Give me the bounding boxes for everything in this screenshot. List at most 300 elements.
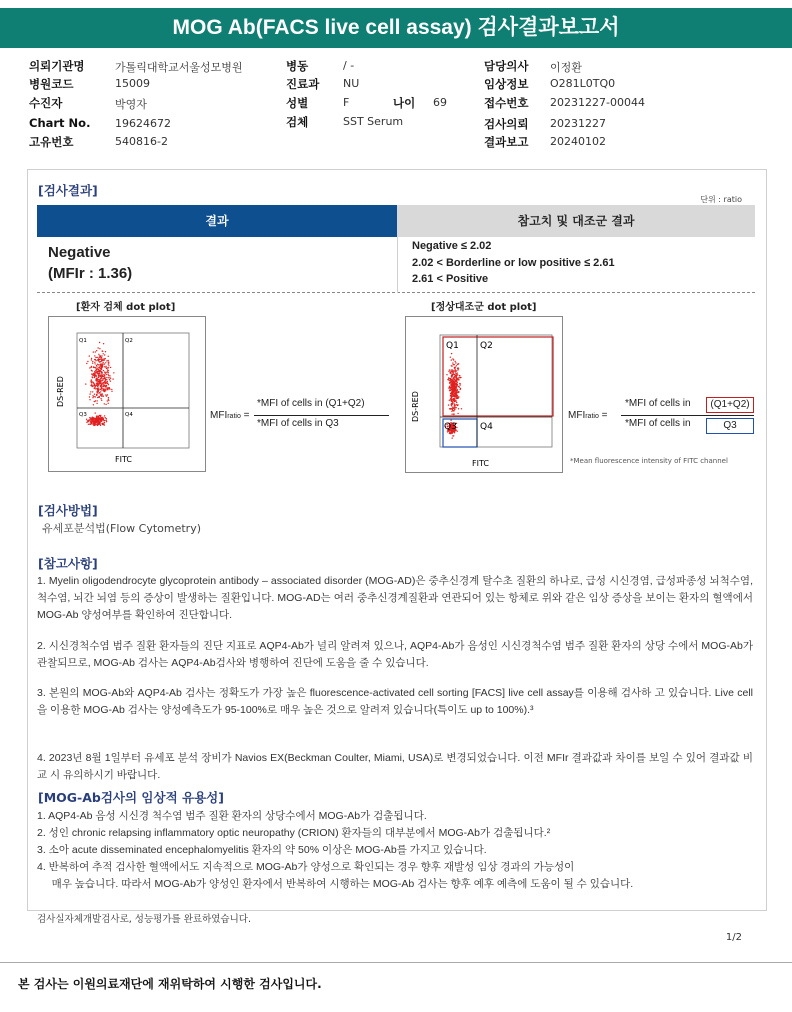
- dot: [96, 368, 97, 369]
- dot: [102, 424, 103, 425]
- dot: [101, 380, 102, 381]
- dot: [106, 418, 107, 419]
- dot: [450, 388, 451, 389]
- dot: [455, 361, 456, 362]
- dot: [97, 373, 98, 374]
- dot: [455, 385, 456, 386]
- dot: [98, 361, 99, 362]
- dot: [459, 383, 460, 384]
- dot: [459, 377, 460, 378]
- dot: [101, 417, 102, 418]
- dot: [106, 387, 107, 388]
- code-value: 15009: [115, 77, 150, 90]
- dot: [103, 360, 104, 361]
- patient-x-axis-label: FITC: [115, 455, 132, 464]
- dot: [449, 382, 450, 383]
- results-section-title: [검사결과]: [38, 183, 98, 198]
- dot: [91, 379, 92, 380]
- dot: [101, 355, 102, 356]
- dot: [109, 379, 110, 380]
- dot: [95, 396, 96, 397]
- dot: [100, 385, 101, 386]
- dot: [94, 385, 95, 386]
- dot: [453, 364, 454, 365]
- dot: [452, 392, 453, 393]
- dot: [93, 421, 94, 422]
- dot: [450, 395, 451, 396]
- dot: [451, 414, 452, 415]
- dot: [452, 435, 453, 436]
- dot: [453, 359, 454, 360]
- dot: [91, 422, 92, 423]
- control-y-axis-label: DS-RED: [411, 391, 420, 422]
- dot: [102, 360, 103, 361]
- dot: [91, 374, 92, 375]
- report-value: 20240102: [550, 135, 606, 148]
- control-mfi-label: MFIratio =: [568, 410, 608, 421]
- dot: [453, 414, 454, 415]
- dot: [456, 390, 457, 391]
- dot: [453, 391, 454, 392]
- dot: [451, 381, 452, 382]
- dot: [89, 355, 90, 356]
- dot: [102, 351, 103, 352]
- dot: [458, 408, 459, 409]
- dot: [107, 389, 108, 390]
- dot: [454, 405, 455, 406]
- dot: [101, 359, 102, 360]
- dot: [449, 389, 450, 390]
- q1q2-box: (Q1+Q2): [706, 397, 754, 413]
- dot: [454, 386, 455, 387]
- dot: [456, 404, 457, 405]
- dot: [97, 400, 98, 401]
- control-q1-label: Q1: [446, 341, 459, 351]
- dot: [97, 359, 98, 360]
- dot: [451, 383, 452, 384]
- dot: [105, 389, 106, 390]
- dot: [450, 399, 451, 400]
- dot: [102, 420, 103, 421]
- code-label: 병원코드: [29, 77, 74, 91]
- dot: [454, 371, 455, 372]
- dot: [101, 376, 102, 377]
- dot: [112, 378, 113, 379]
- dot: [97, 371, 98, 372]
- dot: [95, 357, 96, 358]
- dot: [101, 373, 102, 374]
- dot: [107, 387, 108, 388]
- dot: [92, 361, 93, 362]
- dot: [108, 365, 109, 366]
- dot: [448, 371, 449, 372]
- dot: [100, 378, 101, 379]
- result-value: Negative: [48, 244, 111, 261]
- dot: [86, 422, 87, 423]
- dot: [102, 417, 103, 418]
- dot: [101, 396, 102, 397]
- receipt-label: 접수번호: [484, 96, 529, 110]
- dot: [100, 398, 101, 399]
- dot: [456, 379, 457, 380]
- dot: [107, 374, 108, 375]
- reference-line-2: 2.02 < Borderline or low positive ≤ 2.61: [412, 257, 615, 269]
- dot: [106, 377, 107, 378]
- dot: [452, 403, 453, 404]
- dot: [454, 374, 455, 375]
- dot: [451, 353, 452, 354]
- dot: [456, 397, 457, 398]
- dot: [108, 363, 109, 364]
- dot: [103, 418, 104, 419]
- dot: [452, 369, 453, 370]
- unit-label: 단위 : ratio: [700, 195, 742, 204]
- dot: [100, 394, 101, 395]
- dot: [98, 417, 99, 418]
- dot: [459, 387, 460, 388]
- dot: [105, 366, 106, 367]
- control-formula-numerator: *MFI of cells in: [625, 398, 691, 409]
- utility-list: [37, 808, 753, 893]
- dot: [451, 359, 452, 360]
- dot: [98, 379, 99, 380]
- ward-label: 병동: [286, 59, 309, 73]
- dot: [455, 396, 456, 397]
- dot: [97, 386, 98, 387]
- dot: [452, 362, 453, 363]
- dot: [99, 342, 100, 343]
- dot: [103, 386, 104, 387]
- dot: [458, 379, 459, 380]
- dot: [457, 384, 458, 385]
- dot: [91, 370, 92, 371]
- dot: [93, 404, 94, 405]
- dot: [455, 362, 456, 363]
- dot: [91, 359, 92, 360]
- dot: [90, 391, 91, 392]
- patient-dot-plot: [48, 316, 206, 472]
- dot: [93, 417, 94, 418]
- dot: [98, 390, 99, 391]
- dot: [98, 419, 99, 420]
- recipient-value: 박영자: [115, 98, 147, 111]
- dot: [456, 407, 457, 408]
- dot: [92, 397, 93, 398]
- control-mfi-sub: ratio: [585, 413, 599, 420]
- control-formula-denominator: *MFI of cells in: [625, 418, 691, 429]
- dot: [109, 375, 110, 376]
- dot: [450, 357, 451, 358]
- dot: [454, 376, 455, 377]
- notes-section-title: [참고사항]: [38, 556, 98, 571]
- dot: [460, 389, 461, 390]
- dot: [452, 385, 453, 386]
- dot: [454, 408, 455, 409]
- age-value: 69: [433, 96, 447, 109]
- dot: [450, 404, 451, 405]
- dot: [94, 401, 95, 402]
- dot: [97, 423, 98, 424]
- dot: [100, 376, 101, 377]
- dot: [97, 357, 98, 358]
- dot: [99, 375, 100, 376]
- dot: [100, 420, 101, 421]
- dot: [110, 378, 111, 379]
- clinical-value: O281L0TQ0: [550, 77, 616, 90]
- dot: [454, 383, 455, 384]
- dot: [111, 389, 112, 390]
- outsource-notice: 본 검사는 이원의료재단에 재위탁하여 시행한 검사입니다.: [18, 977, 322, 991]
- dot: [454, 401, 455, 402]
- dot: [455, 401, 456, 402]
- bottom-divider: [0, 962, 792, 963]
- dot: [101, 366, 102, 367]
- dot: [90, 424, 91, 425]
- dot: [96, 378, 97, 379]
- dot: [93, 424, 94, 425]
- dot: [96, 380, 97, 381]
- dot: [91, 366, 92, 367]
- dot: [89, 396, 90, 397]
- dot: [95, 400, 96, 401]
- dot: [106, 385, 107, 386]
- dot: [103, 396, 104, 397]
- dot: [103, 374, 104, 375]
- patient-q4-label: Q4: [125, 412, 133, 418]
- dot: [91, 420, 92, 421]
- note-4: 4. 2023년 8월 1일부터 유세포 분석 장비가 Navios EX(Beckman Coulter, Miami, USA)로 변경되었습니다. 이전 MFIr 결과값과 차이를 보일 수 있어 결과값 비교 시 유의하시기 바랍니다.: [37, 752, 753, 781]
- dot: [451, 376, 452, 377]
- dot: [95, 351, 96, 352]
- dot: [103, 376, 104, 377]
- dot: [96, 420, 97, 421]
- dot: [452, 409, 453, 410]
- report-panel: [27, 169, 767, 943]
- dot: [102, 363, 103, 364]
- unique-value: 540816-2: [115, 135, 168, 148]
- dot: [104, 420, 105, 421]
- dot: [89, 399, 90, 400]
- control-mfi-text: MFI: [568, 410, 586, 421]
- dot: [101, 357, 102, 358]
- dot: [457, 413, 458, 414]
- dot: [86, 363, 87, 364]
- hospital-label: 의뢰기관명: [29, 59, 85, 73]
- dot: [451, 401, 452, 402]
- dot: [451, 387, 452, 388]
- dot: [98, 415, 99, 416]
- dot: [104, 354, 105, 355]
- validation-note: 검사실자체개발검사로, 성능평가를 완료하였습니다.: [37, 914, 251, 925]
- sex-label: 성별: [286, 96, 309, 110]
- dot: [452, 437, 453, 438]
- dot: [88, 424, 89, 425]
- dot: [459, 375, 460, 376]
- dot: [457, 372, 458, 373]
- dot: [96, 366, 97, 367]
- report-title: MOG Ab(FACS live cell assay) 검사결과보고서: [0, 8, 792, 48]
- dot: [108, 370, 109, 371]
- patient-q1-label: Q1: [79, 338, 87, 344]
- utility-item-2: 2. 성인 chronic relapsing inflammatory optic neuropathy (CRION) 환자들의 대부분에서 MOG-Ab가 검출됩니다.²: [37, 827, 551, 839]
- dot: [96, 350, 97, 351]
- dot: [87, 361, 88, 362]
- dot: [452, 372, 453, 373]
- dot: [456, 402, 457, 403]
- control-formula-line: [621, 415, 754, 416]
- unique-label: 고유번호: [29, 135, 74, 149]
- dot: [102, 378, 103, 379]
- doctor-value: 이정환: [550, 61, 582, 74]
- dot: [94, 373, 95, 374]
- specimen-label: 검체: [286, 115, 309, 129]
- reference-line-1: Negative ≤ 2.02: [412, 240, 492, 252]
- dot: [99, 383, 100, 384]
- dot: [451, 365, 452, 366]
- dot: [108, 372, 109, 373]
- control-dot-plot: [405, 316, 563, 473]
- note-1: 1. Myelin oligodendrocyte glycoprotein antibody – associated disorder (MOG-AD)은 중추신경계 탈수초 질환의 하나로, 급성 시신경염, 급성파종성 뇌척수염, 척수염, 뇌간 뇌염 등의 증상이 발생하는 질환입니다. MOG-AD는 여러 중추신경계질환과 연관되어 있는 항체로 위와 같은 임상 증상을 보이는 환자의 혈액에서 MOG-Ab 양성여부를 확인하여 진단합니다.: [37, 575, 753, 621]
- dot: [105, 373, 106, 374]
- dot: [89, 393, 90, 394]
- dot: [108, 397, 109, 398]
- dot: [91, 358, 92, 359]
- dot: [97, 388, 98, 389]
- dot: [454, 378, 455, 379]
- dot: [113, 372, 114, 373]
- dot: [100, 361, 101, 362]
- dot: [100, 365, 101, 366]
- dot: [95, 412, 96, 413]
- dot: [104, 390, 105, 391]
- patient-plot-caption: [환자 검체 dot plot]: [76, 302, 176, 313]
- dot: [100, 383, 101, 384]
- method-section-title: [검사방법]: [38, 503, 98, 518]
- control-x-axis-label: FITC: [472, 459, 489, 468]
- result-mfi: (MFIr : 1.36): [48, 265, 133, 282]
- dot: [448, 377, 449, 378]
- utility-item-3: 3. 소아 acute disseminated encephalomyelitis 환자의 약 50% 이상은 MOG-Ab를 가지고 있습니다.: [37, 844, 487, 856]
- dot: [95, 388, 96, 389]
- dot: [93, 351, 94, 352]
- dot: [458, 378, 459, 379]
- dot: [104, 422, 105, 423]
- dot: [96, 422, 97, 423]
- dot: [86, 419, 87, 420]
- patient-formula-line: [254, 415, 389, 416]
- dot: [457, 392, 458, 393]
- dot: [102, 362, 103, 363]
- patient-formula-denominator: *MFI of cells in Q3: [257, 418, 339, 429]
- dot: [103, 343, 104, 344]
- patient-y-axis-label: DS-RED: [56, 376, 65, 407]
- dot: [455, 391, 456, 392]
- method-text: 유세포분석법(Flow Cytometry): [42, 522, 202, 535]
- dot: [96, 365, 97, 366]
- dot: [457, 364, 458, 365]
- utility-item-1: 1. AQP4-Ab 음성 시신경 척수염 범주 질환 환자의 상당수에서 MOG-Ab가 검출됩니다.: [37, 810, 427, 822]
- patient-info: [0, 54, 792, 154]
- dot: [94, 371, 95, 372]
- dot: [108, 360, 109, 361]
- dot: [98, 380, 99, 381]
- dot: [455, 393, 456, 394]
- dot: [92, 363, 93, 364]
- patient-q2-label: Q2: [125, 338, 133, 344]
- dot: [103, 353, 104, 354]
- dot: [110, 381, 111, 382]
- dot: [104, 378, 105, 379]
- dot: [95, 419, 96, 420]
- page-number: 1/2: [725, 932, 742, 943]
- request-label: 검사의뢰: [484, 117, 529, 131]
- dot: [101, 390, 102, 391]
- dot: [105, 379, 106, 380]
- dot: [105, 417, 106, 418]
- dot: [108, 356, 109, 357]
- dot: [92, 377, 93, 378]
- note-2: 2. 시신경척수염 범주 질환 환자들의 진단 지표로 AQP4-Ab가 널리 알려져 있으나, AQP4-Ab가 음성인 시신경척수염 범주 질환 환자의 상당 수에서 MOG-Ab가 관찰되므로, MOG-Ab 검사는 AQP4-Ab검사와 병행하여 진단에 도움을 줄 수 있습니다.: [37, 640, 753, 669]
- dot: [448, 404, 449, 405]
- dot: [87, 420, 88, 421]
- dot: [98, 354, 99, 355]
- dot: [454, 432, 455, 433]
- hospital-value: 가톨릭대학교서울성모병원: [115, 61, 243, 74]
- dot: [452, 384, 453, 385]
- reference-line-3: 2.61 < Positive: [412, 273, 489, 285]
- dot: [99, 348, 100, 349]
- dot: [93, 367, 94, 368]
- dot: [448, 379, 449, 380]
- dot: [106, 372, 107, 373]
- dot: [100, 355, 101, 356]
- dot: [456, 377, 457, 378]
- dot: [100, 391, 101, 392]
- patient-formula-numerator: *MFI of cells in (Q1+Q2): [257, 398, 365, 409]
- dot: [98, 370, 99, 371]
- dot: [450, 378, 451, 379]
- control-q4-label: Q4: [480, 422, 493, 432]
- dot: [458, 396, 459, 397]
- dot: [108, 375, 109, 376]
- dot: [107, 371, 108, 372]
- dot: [450, 384, 451, 385]
- dot: [106, 374, 107, 375]
- dot: [450, 408, 451, 409]
- dot: [91, 383, 92, 384]
- dot: [95, 421, 96, 422]
- dot: [452, 396, 453, 397]
- reference-column-header: 참고치 및 대조군 결과: [397, 205, 755, 237]
- dot: [104, 366, 105, 367]
- dot: [105, 362, 106, 363]
- dot: [94, 375, 95, 376]
- dot: [108, 377, 109, 378]
- control-scatter-svg: [406, 317, 562, 472]
- dot: [107, 400, 108, 401]
- dot: [457, 382, 458, 383]
- dot: [449, 387, 450, 388]
- dot: [94, 387, 95, 388]
- dept-value: NU: [343, 77, 360, 90]
- dot: [452, 389, 453, 390]
- dot: [93, 382, 94, 383]
- dot: [98, 392, 99, 393]
- dot: [106, 360, 107, 361]
- dot: [98, 421, 99, 422]
- patient-mfi-label: MFIratio =: [210, 410, 250, 421]
- dot: [99, 422, 100, 423]
